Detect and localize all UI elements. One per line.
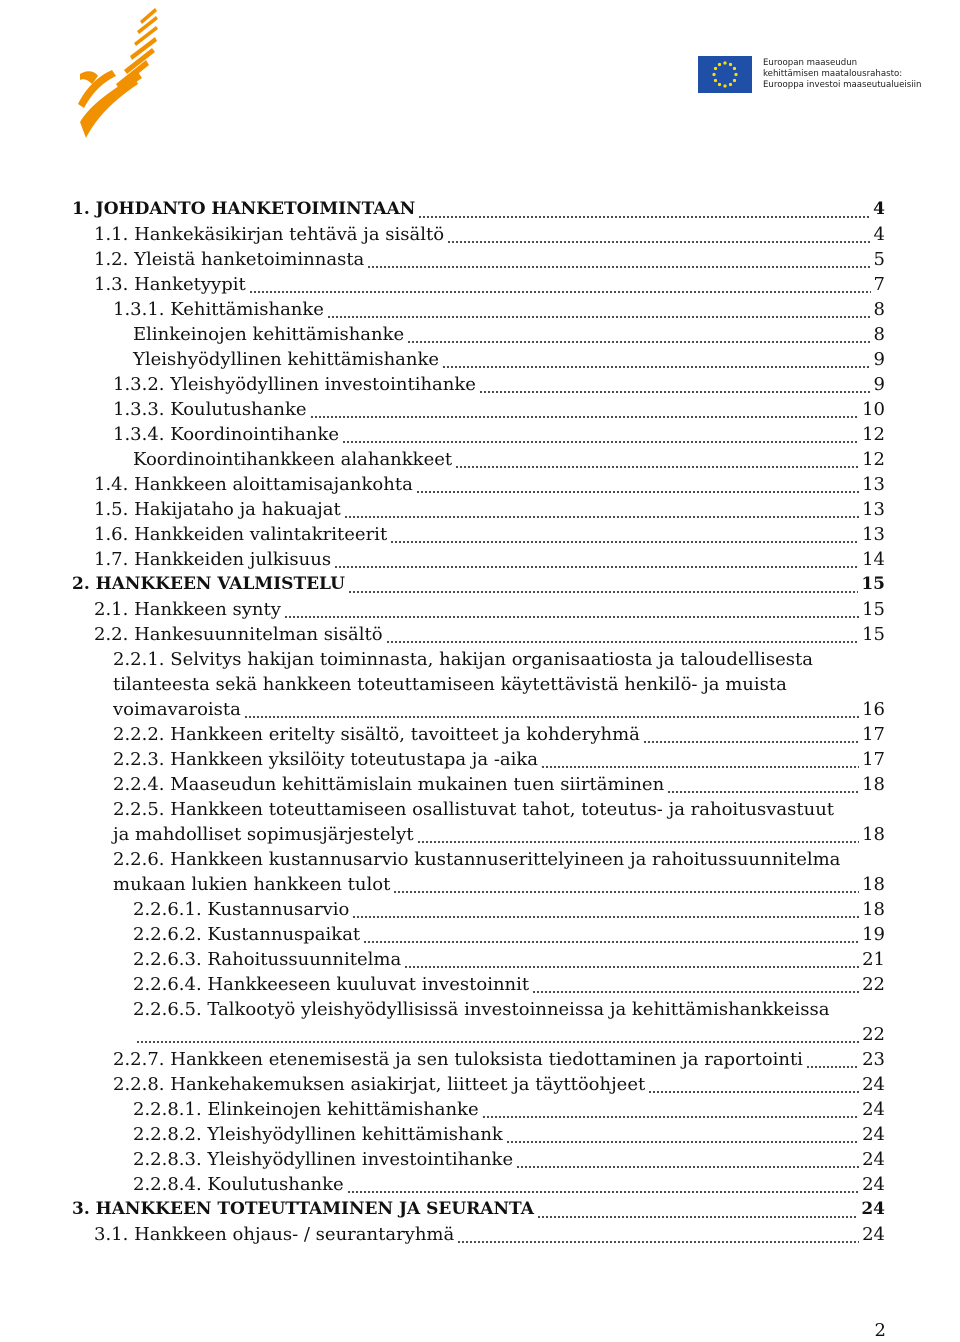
dot-leader [348, 572, 858, 597]
toc-entry-title: ja mahdolliset sopimusjärjestelyt [113, 824, 414, 845]
toc-entry-last-line [113, 872, 885, 897]
toc-entry-title: 2.2.6.3. Rahoitussuunnitelma [133, 949, 402, 970]
dot-leader [342, 422, 859, 447]
toc-entry[interactable] [0, 922, 960, 947]
toc-entry[interactable] [0, 972, 960, 997]
dot-leader [367, 247, 870, 272]
toc-entry[interactable] [0, 1222, 960, 1247]
toc-entry[interactable] [0, 522, 960, 547]
toc-entry-title: Yleishyödyllinen kehittämishanke [133, 349, 440, 370]
toc-entry-page: 18 [862, 774, 885, 795]
toc-entry-title: Koordinointihankkeen alahankkeet [133, 449, 453, 470]
toc-entry-page: 24 [861, 1199, 885, 1219]
toc-entry[interactable] [0, 997, 960, 1047]
toc-entry[interactable] [0, 1097, 960, 1122]
toc-entry-title-line: 2.2.6. Hankkeen kustannusarvio kustannuserittelyineen ja rahoitussuunnitelma [113, 849, 841, 870]
toc-entry[interactable] [0, 297, 960, 322]
dot-leader [541, 747, 859, 772]
toc-entry-title: 2.2.7. Hankkeen etenemisestä ja sen tuloksista tiedottaminen ja raportointi [113, 1049, 803, 1070]
dot-leader [455, 447, 859, 472]
toc-entry-title: 2.2.6.4. Hankkeeseen kuuluvat investoinnit [133, 974, 530, 995]
toc-entry-title: 2.2.8.2. Yleishyödyllinen kehittämishank [133, 1124, 503, 1145]
toc-entry-title: 1.3.2. Yleishyödyllinen investointihanke [113, 374, 476, 395]
toc-entry[interactable] [0, 647, 960, 722]
toc-entry-title: 2.1. Hankkeen synty [94, 599, 281, 620]
dot-leader [393, 872, 859, 897]
dot-leader [482, 1097, 859, 1122]
eu-text-line: Euroopan maaseudun [763, 58, 858, 68]
toc-entry[interactable] [0, 497, 960, 522]
toc-entry[interactable] [0, 1197, 960, 1222]
dot-leader [516, 1147, 859, 1172]
toc-entry-page: 16 [862, 699, 885, 720]
toc-entry-page: 8 [873, 324, 885, 345]
toc-entry[interactable] [0, 747, 960, 772]
toc-entry[interactable] [0, 722, 960, 747]
toc-entry-title: Elinkeinojen kehittämishanke [133, 324, 405, 345]
toc-entry-title: 3. HANKKEEN TOTEUTTAMINEN JA SEURANTA [72, 1199, 534, 1219]
eu-text-line: kehittämisen maatalousrahasto: [763, 69, 903, 79]
dot-leader [447, 222, 870, 247]
toc-entry-title: 1.7. Hankkeiden julkisuus [94, 549, 332, 570]
toc-entry[interactable] [0, 1122, 960, 1147]
dot-leader [136, 1022, 859, 1047]
toc-entry-title: voimavaroista [113, 699, 241, 720]
toc-entry-title: mukaan lukien hankkeen tulot [113, 874, 391, 895]
toc-entry-page: 15 [862, 599, 885, 620]
toc-entry-page: 9 [873, 374, 885, 395]
dot-leader [390, 522, 859, 547]
dot-leader [442, 347, 870, 372]
toc-entry[interactable] [0, 622, 960, 647]
toc-entry-title: 1.3. Hanketyypit [94, 274, 246, 295]
toc-entry-page: 18 [862, 824, 885, 845]
toc-entry-title: 2.2.6.1. Kustannusarvio [133, 899, 350, 920]
dot-leader [479, 372, 871, 397]
toc-entry-page: 17 [862, 724, 885, 745]
toc-entry-page: 12 [862, 449, 885, 470]
toc-entry-page: 7 [873, 274, 885, 295]
page-number: 2 [874, 1320, 886, 1341]
toc-entry-title: 2.2.6.2. Kustannuspaikat [133, 924, 361, 945]
dot-leader [344, 497, 859, 522]
toc-entry-page: 14 [862, 549, 885, 570]
toc-entry-page: 24 [862, 1149, 885, 1170]
dot-leader [806, 1047, 859, 1072]
toc-entry[interactable] [0, 797, 960, 847]
toc-entry-page: 19 [862, 924, 885, 945]
dot-leader [334, 547, 859, 572]
toc-entry-title: 2.2.4. Maaseudun kehittämislain mukainen tuen siirtäminen [113, 774, 665, 795]
toc-entry[interactable] [0, 1147, 960, 1172]
dot-leader [506, 1122, 859, 1147]
dot-leader [284, 597, 859, 622]
toc-entry-page: 15 [861, 574, 885, 594]
toc-entry[interactable] [0, 472, 960, 497]
toc-entry-page: 24 [862, 1224, 885, 1245]
toc-entry[interactable] [0, 947, 960, 972]
toc-entry-page: 9 [873, 349, 885, 370]
eu-fund-text [763, 58, 953, 91]
toc-entry-title: 2.2.8.4. Koulutushanke [133, 1174, 344, 1195]
toc-entry-title-line: 2.2.5. Hankkeen toteuttamiseen osallistuvat tahot, toteutus- ja rahoitusvastuut [113, 799, 835, 820]
toc-entry-title: 2.2.8.1. Elinkeinojen kehittämishanke [133, 1099, 479, 1120]
dot-leader [347, 1172, 859, 1197]
page-header [0, 0, 960, 150]
toc-entry-last-line [113, 822, 885, 847]
toc-entry-title: 2.2.2. Hankkeen eritelty sisältö, tavoitteet ja kohderyhmä [113, 724, 640, 745]
dot-leader [352, 897, 859, 922]
toc-entry[interactable] [0, 772, 960, 797]
toc-entry[interactable] [0, 1047, 960, 1072]
toc-entry-title: 1.3.1. Kehittämishanke [113, 299, 324, 320]
toc-entry[interactable] [0, 397, 960, 422]
toc-entry-page: 18 [862, 874, 885, 895]
toc-entry-page: 21 [862, 949, 885, 970]
toc-entry-page: 23 [862, 1049, 885, 1070]
toc-entry-page: 17 [862, 749, 885, 770]
toc-entry[interactable] [0, 447, 960, 472]
dot-leader [249, 272, 871, 297]
toc-entry-title: 1.6. Hankkeiden valintakriteerit [94, 524, 388, 545]
toc-entry-page: 15 [862, 624, 885, 645]
leader-logo [76, 4, 166, 144]
toc-entry-page: 22 [862, 1024, 885, 1045]
toc-entry[interactable] [0, 847, 960, 897]
dot-leader [457, 1222, 859, 1247]
toc-entry-page: 13 [862, 474, 885, 495]
toc-entry-page: 22 [862, 974, 885, 995]
dot-leader [643, 722, 859, 747]
dot-leader [404, 947, 859, 972]
toc-entry-page: 4 [873, 224, 885, 245]
toc-entry[interactable] [0, 197, 960, 222]
eu-text-line: Eurooppa investoi maaseutualueisiin [763, 80, 922, 90]
toc-entry[interactable] [0, 347, 960, 372]
toc-entry-page: 4 [873, 199, 885, 219]
toc-entry-title: 1.3.4. Koordinointihanke [113, 424, 340, 445]
toc-entry-title-line: 2.2.6.5. Talkootyö yleishyödyllisissä investoinneissa ja kehittämishankkeissa [133, 999, 830, 1020]
toc-entry-title: 2.2.3. Hankkeen yksilöity toteutustapa ja -aika [113, 749, 539, 770]
toc-entry[interactable] [0, 222, 960, 247]
toc-entry-title: 2.2.8. Hankehakemuksen asiakirjat, liitteet ja täyttöohjeet [113, 1074, 646, 1095]
toc-entry-page: 8 [873, 299, 885, 320]
toc-entry[interactable] [0, 547, 960, 572]
toc-entry-title: 3.1. Hankkeen ohjaus- / seurantaryhmä [94, 1224, 455, 1245]
dot-leader [417, 822, 860, 847]
toc-entry[interactable] [0, 372, 960, 397]
toc-entry[interactable] [0, 1072, 960, 1097]
dot-leader [416, 472, 859, 497]
dot-leader [363, 922, 859, 947]
dot-leader [310, 397, 860, 422]
dot-leader [407, 322, 870, 347]
dot-leader [537, 1197, 858, 1222]
toc-entry-page: 12 [862, 424, 885, 445]
toc-entry-page: 24 [862, 1074, 885, 1095]
toc-entry-title: 2.2.8.3. Yleishyödyllinen investointihanke [133, 1149, 514, 1170]
toc-entry-page: 24 [862, 1174, 885, 1195]
dot-leader [386, 622, 860, 647]
toc-entry-title: 1.2. Yleistä hanketoiminnasta [94, 249, 365, 270]
dot-leader [327, 297, 871, 322]
toc-entry-page: 13 [862, 499, 885, 520]
toc-entry-page: 10 [862, 399, 885, 420]
toc-entry-title: 1. JOHDANTO HANKETOIMINTAAN [72, 199, 416, 219]
toc-entry-page: 24 [862, 1124, 885, 1145]
toc-entry[interactable] [0, 1172, 960, 1197]
toc-entry-title-line: tilanteesta sekä hankkeen toteuttamiseen käytettävistä henkilö- ja muista [113, 674, 787, 695]
toc-entry-page: 24 [862, 1099, 885, 1120]
toc-entry[interactable] [0, 322, 960, 347]
toc-entry-title: 1.3.3. Koulutushanke [113, 399, 307, 420]
toc-entry-title: 1.5. Hakijataho ja hakuajat [94, 499, 341, 520]
dot-leader [418, 197, 870, 222]
toc-entry-page: 5 [873, 249, 885, 270]
dot-leader [648, 1072, 859, 1097]
toc-entry-page: 13 [862, 524, 885, 545]
toc-entry-title-line: 2.2.1. Selvitys hakijan toiminnasta, hakijan organisaatiosta ja taloudellisesta [113, 649, 813, 670]
toc-entry[interactable] [0, 422, 960, 447]
dot-leader [532, 972, 859, 997]
toc-entry-title: 1.1. Hankekäsikirjan tehtävä ja sisältö [94, 224, 445, 245]
table-of-contents [0, 197, 960, 1247]
toc-entry-last-line [113, 697, 885, 722]
toc-entry[interactable] [0, 597, 960, 622]
toc-entry-title: 2.2. Hankesuunnitelman sisältö [94, 624, 383, 645]
dot-leader [244, 697, 859, 722]
toc-entry-title: 1.4. Hankkeen aloittamisajankohta [94, 474, 413, 495]
eu-flag-icon [698, 56, 752, 93]
dot-leader [667, 772, 859, 797]
toc-entry[interactable] [0, 897, 960, 922]
toc-entry-last-line [133, 1022, 885, 1047]
toc-entry-title: 2. HANKKEEN VALMISTELU [72, 574, 345, 594]
toc-entry[interactable] [0, 572, 960, 597]
toc-entry[interactable] [0, 272, 960, 297]
toc-entry-page: 18 [862, 899, 885, 920]
toc-entry[interactable] [0, 247, 960, 272]
